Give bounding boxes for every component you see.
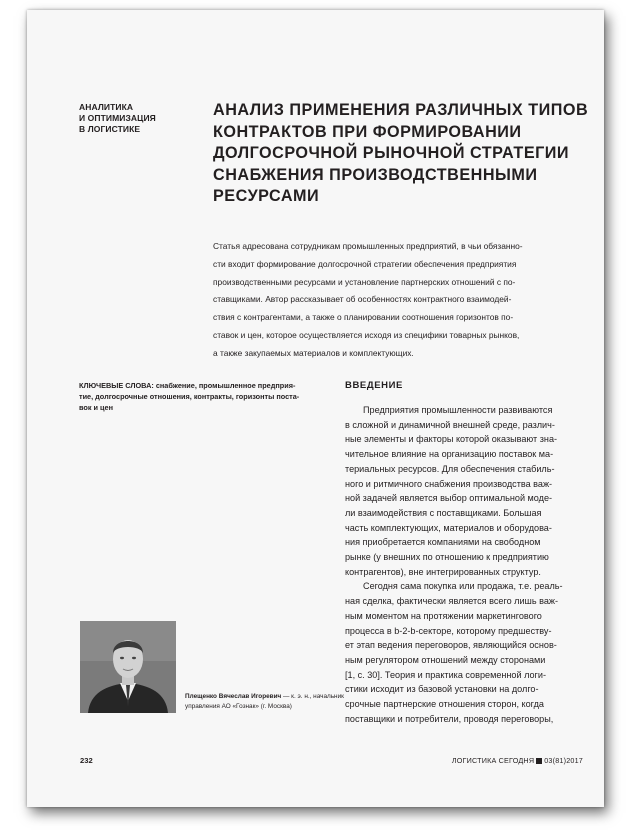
body-line: часть комплектующих, материалов и оборудова- xyxy=(345,522,552,533)
abstract-line: Статья адресована сотрудникам промышленных предприятий, в чьи обязанно- xyxy=(213,241,523,251)
body-line: процесса в b-2-b-секторе, которому предшеству- xyxy=(345,625,552,636)
section-rubric xyxy=(79,102,156,135)
body-line: териальных ресурсов. Для обеспечения стабиль- xyxy=(345,463,555,474)
separator-square-icon xyxy=(536,758,542,764)
author-portrait-icon xyxy=(80,621,176,713)
body-column xyxy=(345,403,607,726)
journal-page xyxy=(27,10,604,807)
abstract-line: а также закупаемых материалов и комплектующих. xyxy=(213,347,414,358)
keywords-line: вок и цен xyxy=(79,403,113,413)
author-caption xyxy=(185,692,344,712)
title-line: ДОЛГОСРОЧНОЙ РЫНОЧНОЙ СТРАТЕГИИ xyxy=(213,144,570,162)
body-line: срочные партнерские отношения сторон, когда xyxy=(345,699,544,710)
title-line: КОНТРАКТОВ ПРИ ФОРМИРОВАНИИ xyxy=(213,122,522,141)
body-line: [1, с. 30]. Теория и практика современной логи- xyxy=(345,669,546,680)
keywords-line: тие, долгосрочные отношения, контракты, горизонты поста- xyxy=(79,392,300,402)
author-title: — к. э. н., начальник xyxy=(281,693,344,700)
issue-number: 03(81)2017 xyxy=(544,756,583,765)
rubric-line: В ЛОГИСТИКЕ xyxy=(79,124,141,134)
keywords-block xyxy=(79,380,319,414)
article-abstract xyxy=(213,238,593,363)
journal-footer xyxy=(27,756,583,765)
rubric-line: И ОПТИМИЗАЦИЯ xyxy=(79,113,156,123)
title-line: АНАЛИЗ ПРИМЕНЕНИЯ РАЗЛИЧНЫХ ТИПОВ xyxy=(213,101,589,119)
body-line: ной задачей является выбор оптимальной моде- xyxy=(345,493,553,504)
author-name: Плещенко Вячеслав Игоревич xyxy=(185,693,282,700)
article-title xyxy=(213,100,603,208)
body-line: Сегодня сама покупка или продажа, т.е. реаль- xyxy=(363,581,563,592)
body-line: рынке (у внешних по отношению к предприятию xyxy=(345,552,549,563)
abstract-line: ствия с контрагентами, а также о планировании соотношения горизонтов по- xyxy=(213,312,514,323)
abstract-line: производственными ресурсами и установление партнерских отношений с по- xyxy=(213,276,516,287)
author-photo xyxy=(80,621,176,713)
page-number: 232 xyxy=(80,756,93,765)
abstract-line: сти входит формирование долгосрочной стратегии обеспечения предприятия xyxy=(213,258,517,269)
body-line: ного и ритмичного снабжения производства важ- xyxy=(345,478,553,489)
author-affiliation: управления АО «Гознак» (г. Москва) xyxy=(185,703,292,710)
body-line: ные элементы и факторы которой оказывают зна- xyxy=(345,434,558,445)
body-line: Предприятия промышленности развиваются xyxy=(363,405,553,415)
body-line: ния приобретается компаниями на свободном xyxy=(345,537,541,548)
journal-name: ЛОГИСТИКА СЕГОДНЯ xyxy=(451,756,535,765)
body-line: в сложной и динамичной внешней среде, различ- xyxy=(345,419,555,430)
body-line: стики исходит из базовой установки на долго- xyxy=(345,684,539,695)
body-line: поставщики и потребители, проводя переговоры, xyxy=(345,713,554,724)
section-heading: ВВЕДЕНИЕ xyxy=(345,380,403,391)
body-line: контрагентов), вне интегрированных структур. xyxy=(345,566,541,577)
keywords-line: КЛЮЧЕВЫЕ СЛОВА: снабжение, промышленное предприя- xyxy=(79,381,296,390)
body-line: ет этап ведения переговоров, являющийся основ- xyxy=(345,640,557,651)
body-line: ли взаимодействия с поставщиками. Большая xyxy=(345,507,542,518)
title-line: СНАБЖЕНИЯ ПРОИЗВОДСТВЕННЫМИ xyxy=(213,165,538,184)
abstract-line: ставщиками. Автор рассказывает об особенностях контрактного взаимодей- xyxy=(213,294,512,305)
body-line: чительное влияние на организацию поставок ма- xyxy=(345,449,554,460)
abstract-line: ставок и цен, которое осуществляется исходя из специфики товарных рынков, xyxy=(213,329,520,340)
rubric-line: АНАЛИТИКА xyxy=(79,102,134,112)
body-line: ная сделка, фактически является всего лишь важ- xyxy=(345,596,558,607)
title-line: РЕСУРСАМИ xyxy=(213,187,320,205)
body-line: ным моментом на протяжении маркетингового xyxy=(345,610,542,621)
body-line: ным регулятором отношений между сторонами xyxy=(345,654,546,665)
